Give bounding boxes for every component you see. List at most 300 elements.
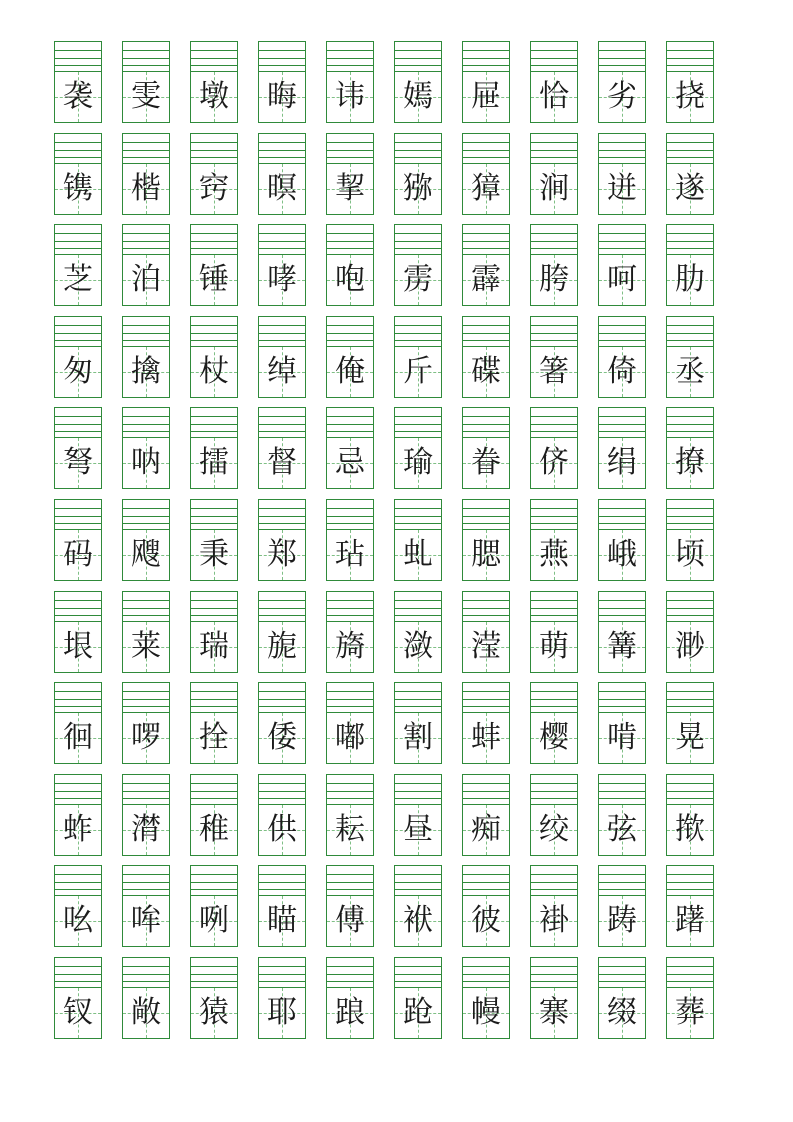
pinyin-guide-line — [667, 65, 713, 66]
hanzi-character: 萌 — [539, 629, 569, 664]
pinyin-guide-line — [123, 241, 169, 242]
hanzi-character: 楷 — [131, 171, 161, 206]
hanzi-character: 虬 — [403, 537, 433, 572]
hanzi-character: 潸 — [131, 812, 161, 847]
character-box — [191, 437, 237, 488]
character-box — [463, 895, 509, 946]
pinyin-guide-line — [191, 58, 237, 59]
hanzi-character: 旖 — [335, 629, 365, 664]
pinyin-guide-line — [191, 974, 237, 975]
pinyin-guide-line — [463, 798, 509, 799]
hanzi-character: 潋 — [403, 629, 433, 664]
char-cell — [530, 499, 578, 581]
hanzi-character: 肋 — [675, 262, 705, 297]
pinyin-guide-line — [463, 615, 509, 616]
pinyin-guide-line — [259, 791, 305, 792]
pinyin-guide-line — [667, 974, 713, 975]
pinyin-guide-line — [55, 157, 101, 158]
character-box — [599, 254, 645, 305]
pinyin-guide-line — [531, 882, 577, 883]
char-cell — [258, 865, 306, 947]
char-cell — [462, 316, 510, 398]
pinyin-guide-line — [259, 706, 305, 707]
pinyin-guide-line — [531, 431, 577, 432]
character-box — [667, 529, 713, 580]
pinyin-guide-line — [123, 783, 169, 784]
pinyin-guide-line — [395, 798, 441, 799]
character-box — [531, 895, 577, 946]
char-cell — [258, 133, 306, 215]
pinyin-guide-line — [463, 608, 509, 609]
hanzi-character: 撩 — [675, 445, 705, 480]
hanzi-character: 顷 — [675, 537, 705, 572]
pinyin-guide-line — [327, 248, 373, 249]
char-cell — [122, 865, 170, 947]
char-cell — [190, 224, 238, 306]
character-box — [191, 895, 237, 946]
pinyin-guide-line — [599, 706, 645, 707]
pinyin-guide-line — [531, 50, 577, 51]
character-box — [463, 254, 509, 305]
pinyin-guide-line — [531, 142, 577, 143]
pinyin-guide-line — [667, 699, 713, 700]
character-box — [55, 529, 101, 580]
character-box — [327, 712, 373, 763]
hanzi-character: 玷 — [335, 537, 365, 572]
hanzi-character: 躇 — [675, 903, 705, 938]
pinyin-guide-line — [531, 889, 577, 890]
character-box — [395, 621, 441, 672]
char-cell — [54, 133, 102, 215]
pinyin-guide-line — [259, 241, 305, 242]
char-cell — [122, 682, 170, 764]
pinyin-guide-line — [259, 608, 305, 609]
character-box — [463, 437, 509, 488]
pinyin-guide-line — [531, 699, 577, 700]
character-box — [599, 163, 645, 214]
char-cell — [258, 499, 306, 581]
hanzi-character: 雳 — [403, 262, 433, 297]
pinyin-guide-line — [463, 691, 509, 692]
hanzi-character: 供 — [267, 812, 297, 847]
pinyin-guide-line — [55, 508, 101, 509]
character-box — [327, 437, 373, 488]
pinyin-guide-line — [599, 791, 645, 792]
pinyin-guide-line — [463, 333, 509, 334]
pinyin-guide-line — [191, 516, 237, 517]
hanzi-character: 挈 — [335, 171, 365, 206]
pinyin-guide-line — [395, 874, 441, 875]
char-cell — [258, 41, 306, 123]
character-box — [259, 621, 305, 672]
char-cell — [326, 133, 374, 215]
char-cell — [530, 957, 578, 1039]
pinyin-guide-line — [327, 325, 373, 326]
char-cell — [462, 407, 510, 489]
pinyin-guide-line — [667, 874, 713, 875]
character-box — [463, 621, 509, 672]
pinyin-guide-line — [667, 58, 713, 59]
pinyin-guide-line — [395, 325, 441, 326]
pinyin-guide-line — [327, 523, 373, 524]
hanzi-character: 踌 — [607, 903, 637, 938]
char-cell — [122, 774, 170, 856]
char-cell — [598, 41, 646, 123]
char-cell — [598, 316, 646, 398]
pinyin-guide-line — [667, 142, 713, 143]
pinyin-guide-line — [531, 325, 577, 326]
pinyin-guide-line — [259, 150, 305, 151]
char-cell — [394, 224, 442, 306]
pinyin-guide-line — [599, 50, 645, 51]
hanzi-character: 跄 — [403, 995, 433, 1030]
pinyin-guide-line — [259, 233, 305, 234]
hanzi-character: 滢 — [471, 629, 501, 664]
pinyin-guide-line — [123, 424, 169, 425]
pinyin-guide-line — [191, 889, 237, 890]
pinyin-guide-line — [191, 706, 237, 707]
pinyin-guide-line — [259, 431, 305, 432]
character-box — [531, 163, 577, 214]
character-box — [667, 712, 713, 763]
char-cell — [394, 499, 442, 581]
character-box — [395, 163, 441, 214]
char-cell — [190, 957, 238, 1039]
char-cell — [462, 957, 510, 1039]
hanzi-character: 揿 — [675, 812, 705, 847]
pinyin-guide-line — [599, 608, 645, 609]
hanzi-character: 彼 — [471, 903, 501, 938]
pinyin-guide-line — [667, 248, 713, 249]
char-cell — [666, 407, 714, 489]
pinyin-guide-line — [55, 241, 101, 242]
pinyin-guide-line — [191, 791, 237, 792]
pinyin-guide-line — [191, 340, 237, 341]
pinyin-guide-line — [531, 157, 577, 158]
char-cell — [122, 591, 170, 673]
hanzi-character: 稚 — [199, 812, 229, 847]
pinyin-guide-line — [395, 65, 441, 66]
character-box — [667, 895, 713, 946]
character-box — [191, 529, 237, 580]
hanzi-character: 嫣 — [403, 79, 433, 114]
pinyin-guide-line — [667, 241, 713, 242]
pinyin-guide-line — [123, 874, 169, 875]
pinyin-guide-line — [531, 706, 577, 707]
hanzi-character: 遂 — [675, 171, 705, 206]
pinyin-guide-line — [259, 508, 305, 509]
pinyin-guide-line — [327, 157, 373, 158]
character-box — [123, 437, 169, 488]
pinyin-guide-line — [395, 699, 441, 700]
hanzi-character: 郑 — [267, 537, 297, 572]
character-box — [531, 437, 577, 488]
pinyin-guide-line — [259, 783, 305, 784]
pinyin-guide-line — [531, 608, 577, 609]
pinyin-guide-line — [259, 615, 305, 616]
pinyin-guide-line — [667, 416, 713, 417]
char-cell — [190, 499, 238, 581]
pinyin-guide-line — [599, 241, 645, 242]
hanzi-character: 峨 — [607, 537, 637, 572]
char-cell — [462, 774, 510, 856]
character-box — [667, 346, 713, 397]
pinyin-guide-line — [191, 333, 237, 334]
pinyin-guide-line — [259, 882, 305, 883]
pinyin-guide-line — [599, 58, 645, 59]
pinyin-guide-line — [327, 874, 373, 875]
character-box — [123, 346, 169, 397]
char-cell — [122, 957, 170, 1039]
pinyin-guide-line — [123, 706, 169, 707]
pinyin-guide-line — [395, 882, 441, 883]
character-box — [55, 895, 101, 946]
pinyin-guide-line — [667, 706, 713, 707]
pinyin-guide-line — [123, 523, 169, 524]
pinyin-guide-line — [191, 248, 237, 249]
char-cell — [666, 41, 714, 123]
char-cell — [54, 591, 102, 673]
pinyin-guide-line — [55, 58, 101, 59]
pinyin-guide-line — [123, 50, 169, 51]
hanzi-character: 莱 — [131, 629, 161, 664]
pinyin-guide-line — [599, 691, 645, 692]
pinyin-guide-line — [327, 783, 373, 784]
hanzi-character: 蚌 — [471, 720, 501, 755]
hanzi-character: 袱 — [403, 903, 433, 938]
pinyin-guide-line — [599, 150, 645, 151]
pinyin-guide-line — [395, 142, 441, 143]
hanzi-character: 霹 — [471, 262, 501, 297]
pinyin-guide-line — [667, 340, 713, 341]
pinyin-guide-line — [191, 981, 237, 982]
hanzi-character: 涧 — [539, 171, 569, 206]
character-box — [259, 437, 305, 488]
pinyin-guide-line — [599, 981, 645, 982]
pinyin-guide-line — [55, 699, 101, 700]
character-box — [395, 254, 441, 305]
pinyin-guide-line — [327, 889, 373, 890]
pinyin-guide-line — [463, 325, 509, 326]
pinyin-guide-line — [191, 241, 237, 242]
pinyin-guide-line — [463, 966, 509, 967]
pinyin-guide-line — [55, 874, 101, 875]
char-cell — [530, 407, 578, 489]
char-cell — [122, 133, 170, 215]
pinyin-guide-line — [191, 416, 237, 417]
pinyin-guide-line — [463, 516, 509, 517]
hanzi-character: 擂 — [199, 445, 229, 480]
pinyin-guide-line — [123, 691, 169, 692]
hanzi-character: 讳 — [335, 79, 365, 114]
character-box — [531, 987, 577, 1038]
pinyin-guide-line — [327, 608, 373, 609]
char-cell — [530, 133, 578, 215]
char-cell — [190, 133, 238, 215]
pinyin-guide-line — [463, 431, 509, 432]
hanzi-character: 幔 — [471, 995, 501, 1030]
hanzi-character: 敞 — [131, 995, 161, 1030]
hanzi-character: 獐 — [471, 171, 501, 206]
pinyin-guide-line — [123, 508, 169, 509]
hanzi-character: 恰 — [539, 79, 569, 114]
pinyin-guide-line — [191, 508, 237, 509]
pinyin-guide-line — [395, 248, 441, 249]
pinyin-guide-line — [395, 157, 441, 158]
pinyin-guide-line — [531, 58, 577, 59]
hanzi-character: 匆 — [63, 354, 93, 389]
hanzi-character: 墩 — [199, 79, 229, 114]
char-cell — [462, 133, 510, 215]
pinyin-guide-line — [531, 874, 577, 875]
pinyin-guide-line — [55, 516, 101, 517]
pinyin-guide-line — [599, 157, 645, 158]
pinyin-guide-line — [259, 966, 305, 967]
pinyin-guide-line — [191, 325, 237, 326]
character-box — [191, 712, 237, 763]
pinyin-guide-line — [667, 600, 713, 601]
char-cell — [190, 865, 238, 947]
pinyin-guide-line — [395, 516, 441, 517]
pinyin-guide-line — [599, 699, 645, 700]
pinyin-guide-line — [667, 523, 713, 524]
pinyin-guide-line — [531, 340, 577, 341]
hanzi-character: 耘 — [335, 812, 365, 847]
pinyin-guide-line — [327, 974, 373, 975]
hanzi-character: 啰 — [131, 720, 161, 755]
character-box — [599, 987, 645, 1038]
pinyin-guide-line — [55, 325, 101, 326]
pinyin-guide-line — [599, 333, 645, 334]
char-cell — [530, 682, 578, 764]
pinyin-guide-line — [463, 157, 509, 158]
character-box — [599, 437, 645, 488]
char-cell — [326, 41, 374, 123]
hanzi-character: 绞 — [539, 812, 569, 847]
pinyin-guide-line — [599, 974, 645, 975]
char-cell — [462, 224, 510, 306]
hanzi-character: 哞 — [131, 903, 161, 938]
char-cell — [598, 865, 646, 947]
pinyin-guide-line — [395, 424, 441, 425]
hanzi-character: 猿 — [199, 995, 229, 1030]
pinyin-guide-line — [531, 65, 577, 66]
pinyin-guide-line — [55, 783, 101, 784]
char-cell — [54, 957, 102, 1039]
char-cell — [54, 316, 102, 398]
pinyin-guide-line — [667, 431, 713, 432]
pinyin-guide-line — [123, 325, 169, 326]
character-box — [55, 163, 101, 214]
hanzi-character: 葬 — [675, 995, 705, 1030]
pinyin-guide-line — [599, 783, 645, 784]
character-box — [599, 621, 645, 672]
pinyin-guide-line — [531, 974, 577, 975]
hanzi-character: 缀 — [607, 995, 637, 1030]
pinyin-guide-line — [463, 974, 509, 975]
character-box — [599, 529, 645, 580]
pinyin-guide-line — [191, 699, 237, 700]
pinyin-guide-line — [463, 233, 509, 234]
character-box — [395, 346, 441, 397]
pinyin-guide-line — [55, 981, 101, 982]
pinyin-guide-line — [259, 424, 305, 425]
pinyin-guide-line — [667, 783, 713, 784]
pinyin-guide-line — [531, 424, 577, 425]
pinyin-guide-line — [667, 615, 713, 616]
pinyin-guide-line — [191, 966, 237, 967]
character-box — [191, 163, 237, 214]
character-box — [463, 804, 509, 855]
pinyin-guide-line — [599, 508, 645, 509]
pinyin-guide-line — [667, 966, 713, 967]
char-cell — [190, 682, 238, 764]
pinyin-guide-line — [55, 600, 101, 601]
character-box — [327, 621, 373, 672]
pinyin-guide-line — [395, 966, 441, 967]
pinyin-guide-line — [55, 150, 101, 151]
hanzi-character: 侪 — [539, 445, 569, 480]
pinyin-guide-line — [599, 233, 645, 234]
hanzi-character: 哮 — [267, 262, 297, 297]
hanzi-character: 燕 — [539, 537, 569, 572]
pinyin-guide-line — [463, 424, 509, 425]
char-cell — [122, 224, 170, 306]
pinyin-guide-line — [123, 416, 169, 417]
character-box — [395, 804, 441, 855]
pinyin-guide-line — [395, 431, 441, 432]
pinyin-guide-line — [259, 416, 305, 417]
character-box — [55, 712, 101, 763]
character-box — [259, 346, 305, 397]
character-box — [259, 254, 305, 305]
hanzi-character: 码 — [63, 537, 93, 572]
pinyin-guide-line — [531, 783, 577, 784]
pinyin-guide-line — [463, 65, 509, 66]
hanzi-character: 樱 — [539, 720, 569, 755]
pinyin-guide-line — [259, 58, 305, 59]
pinyin-guide-line — [667, 981, 713, 982]
char-cell — [190, 774, 238, 856]
pinyin-guide-line — [667, 691, 713, 692]
hanzi-character: 腮 — [471, 537, 501, 572]
pinyin-guide-line — [55, 966, 101, 967]
hanzi-character: 袭 — [63, 79, 93, 114]
hanzi-character: 倭 — [267, 720, 297, 755]
pinyin-guide-line — [463, 50, 509, 51]
character-box — [191, 71, 237, 122]
pinyin-guide-line — [123, 615, 169, 616]
pinyin-guide-line — [463, 340, 509, 341]
character-box — [531, 804, 577, 855]
pinyin-guide-line — [259, 889, 305, 890]
character-box — [123, 254, 169, 305]
character-box — [395, 987, 441, 1038]
character-box — [599, 712, 645, 763]
pinyin-guide-line — [463, 981, 509, 982]
char-cell — [54, 774, 102, 856]
pinyin-guide-line — [667, 889, 713, 890]
hanzi-character: 俺 — [335, 354, 365, 389]
hanzi-character: 督 — [267, 445, 297, 480]
character-box — [463, 529, 509, 580]
char-cell — [666, 865, 714, 947]
pinyin-guide-line — [123, 974, 169, 975]
hanzi-character: 弦 — [607, 812, 637, 847]
character-box — [55, 254, 101, 305]
char-cell — [190, 316, 238, 398]
pinyin-guide-line — [395, 889, 441, 890]
